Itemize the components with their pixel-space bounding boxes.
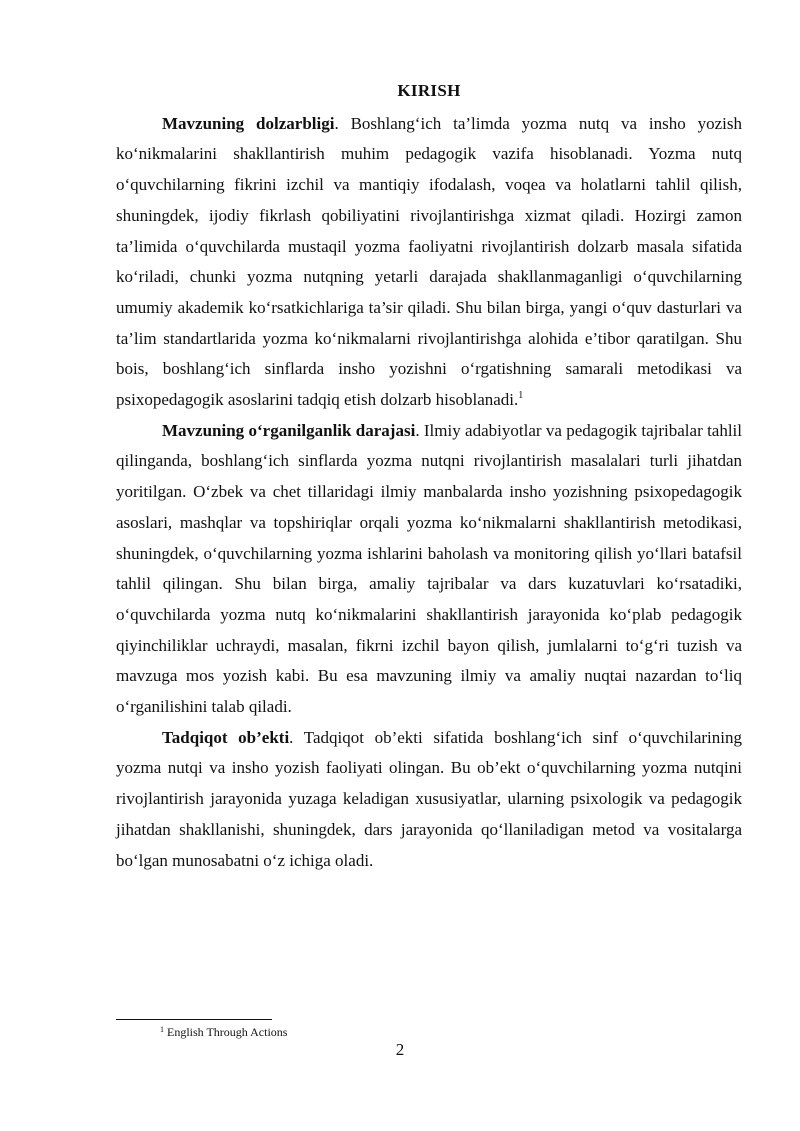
- footnote-reference[interactable]: 1: [518, 390, 524, 402]
- footnote-text: English Through Actions: [167, 1025, 288, 1039]
- section-title: KIRISH: [397, 81, 461, 100]
- page-number: 2: [395, 1040, 405, 1059]
- paragraph-research-object: [116, 723, 742, 877]
- paragraph-lead: Tadqiqot ob’ekti: [162, 727, 290, 747]
- footnote: [160, 1024, 287, 1040]
- paragraph-text: . Ilmiy adabiyotlar va pedagogik tajribalar tahlil qilinganda, boshlang‘ich sinflarda yozma nutqni rivojlantirish masalalari turli jihatdan yoritilgan. O‘zbek va chet tillaridagi ilmiy manbalarda insho yozishning psixopedagogik asoslari, mashqlar va topshiriqlar orqali yozma ko‘nikmalarni shakllantirish metodikasi, shuningdek, o‘quvchilarning yozma ishlarini baholash va monitoring qilish yo‘llari batafsil tahlil qilingan. Shu bilan birga, amaliy tajribalar va dars kuzatuvlari ko‘rsatadiki, o‘quvchilarda yozma nutq ko‘nikmalarini shakllantirish jarayonida ko‘plab pedagogik qiyinchiliklar uchraydi, masalan, fikrni izchil bayon qilish, jumlalarni to‘g‘ri tuzish va mavzuga mos yozish kabi. Bu esa mavzuning ilmiy va amaliy nuqtai nazardan to‘liq o‘rganilishini talab qiladi.: [116, 420, 743, 717]
- paragraph-lead: Mavzuning dolzarbligi: [162, 113, 335, 133]
- footnote-marker: 1: [160, 1025, 164, 1034]
- paragraph-relevance: [116, 109, 742, 416]
- paragraph-text: . Boshlang‘ich ta’limda yozma nutq va insho yozish ko‘nikmalarini shakllantirish muhim pedagogik vazifa hisoblanadi. Yozma nutq o‘quvchilarning fikrini izchil va mantiqiy ifodalash, voqea va holatlarni tahlil qilish, shuningdek, ijodiy fikrlash qobiliyatini rivojlantirishga xizmat qiladi. Hozirgi zamon ta’limida o‘quvchilarda mustaqil yozma faoliyatni rivojlantirish dolzarb masala sifatida ko‘riladi, chunki yozma nutqning yetarli darajada shakllanmaganligi o‘quvchilarning umumiy akademik ko‘rsatkichlariga ta’sir qiladi. Shu bilan birga, yangi o‘quv dasturlari va ta’lim standartlarida yozma ko‘nikmalarni rivojlantirishga alohida e’tibor qaratilgan. Shu bois, boshlang‘ich sinflarda insho yozishni o‘rgatishning samarali metodikasi va psixopedagogik asoslarini tadqiq etish dolzarb hisoblanadi.: [116, 113, 742, 410]
- paragraph-lead: Mavzuning o‘rganilganlik darajasi: [162, 420, 416, 440]
- page-body: [116, 76, 742, 876]
- footnote-divider: [116, 1019, 272, 1020]
- paragraph-text: . Tadqiqot ob’ekti sifatida boshlang‘ich sinf o‘quvchilarining yozma nutqi va insho yozish faoliyati olingan. Bu ob’ekt o‘quvchilarning yozma nutqini rivojlantirish jarayonida yuzaga keladigan xususiyatlar, ularning psixologik va pedagogik jihatdan shakllanishi, shuningdek, dars jarayonida qo‘llaniladigan metod va vositalarga bo‘lgan munosabatni o‘z ichiga oladi.: [116, 727, 742, 870]
- paragraph-study-level: [116, 416, 742, 723]
